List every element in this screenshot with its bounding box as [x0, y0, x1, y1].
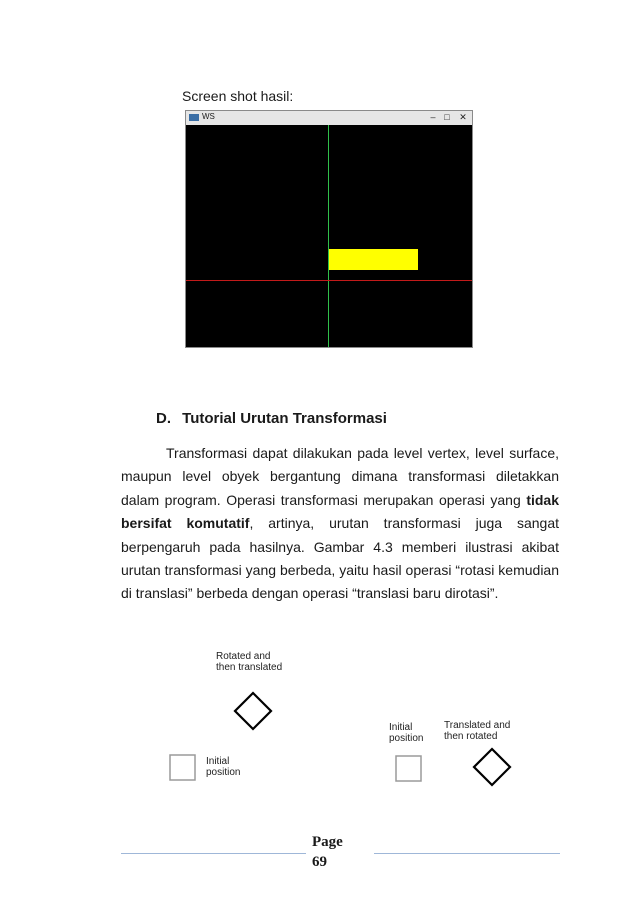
- window-titlebar: [186, 111, 472, 126]
- page-word: Page: [312, 834, 343, 850]
- label-line: then translated: [216, 662, 283, 673]
- label-line: Translated and: [444, 720, 511, 731]
- app-window: [185, 110, 473, 348]
- label-rotated-translated: [216, 651, 282, 673]
- initial-square-right: [396, 756, 421, 781]
- footer-rule-right: [374, 853, 560, 854]
- page-number: [312, 832, 343, 872]
- app-icon: [189, 114, 199, 121]
- screenshot-caption: Screen shot hasil:: [182, 88, 294, 104]
- maximize-icon[interactable]: □: [444, 112, 450, 122]
- footer-rule-left: [121, 853, 306, 854]
- body-paragraph: [121, 442, 559, 606]
- minimize-icon[interactable]: –: [430, 112, 436, 122]
- label-translated-rotated: [444, 720, 510, 742]
- section-heading: [156, 410, 387, 427]
- render-canvas: [186, 125, 472, 347]
- label-line: position: [206, 767, 241, 778]
- yellow-rectangle: [329, 249, 418, 270]
- transformation-order-figure: [150, 640, 530, 800]
- label-line: then rotated: [444, 731, 498, 742]
- label-initial-left: [206, 756, 240, 778]
- label-initial-right: [389, 722, 423, 744]
- close-icon[interactable]: ✕: [459, 112, 467, 122]
- page-number-value: 69: [312, 854, 327, 870]
- label-line: Initial: [206, 756, 230, 767]
- paragraph-text-2: , artinya, urutan transformasi juga sangat berpengaruh pada hasilnya. Gambar 4.3 memberi ilustrasi akibat urutan transformasi yang berbeda, yaitu hasil operasi “rotasi kemudian di translasi” berbeda dengan operasi “translasi baru dirotasi”.: [121, 515, 560, 602]
- label-line: Rotated and: [216, 651, 271, 662]
- rotated-square-right: [474, 749, 510, 785]
- section-number: D.: [156, 410, 171, 427]
- rotated-square-left: [235, 693, 271, 729]
- label-line: Initial: [389, 722, 413, 733]
- window-title: WS: [202, 112, 215, 121]
- initial-square-left: [170, 755, 195, 780]
- label-line: position: [389, 733, 424, 744]
- x-axis-line: [186, 280, 472, 281]
- section-title: Tutorial Urutan Transformasi: [182, 410, 387, 427]
- paragraph-bold-text: tidak bersifat komutatif: [121, 491, 559, 532]
- paragraph-text-1: Transformasi dapat dilakukan pada level vertex, level surface, maupun level obyek bergantung dimana transformasi diletakkan dalam program. Operasi transformasi merupakan operasi yang: [121, 445, 559, 508]
- y-axis-line: [328, 125, 329, 347]
